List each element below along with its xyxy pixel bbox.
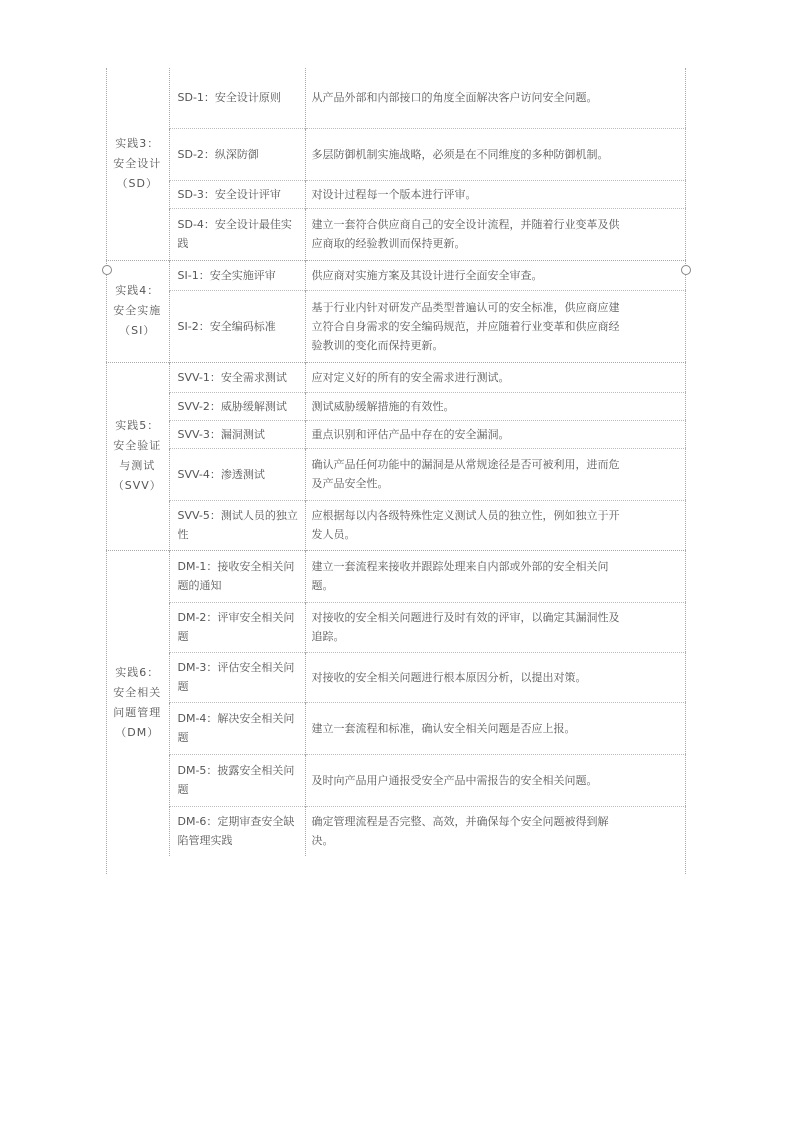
table-row (106, 806, 686, 856)
item-desc: 供应商对实施方案及其设计进行全面安全审查。 (305, 260, 686, 290)
item-id: SI-1：安全实施评审 (169, 260, 305, 290)
table-row (106, 602, 686, 652)
item-id: SD-3：安全设计评审 (169, 180, 305, 208)
practice-label: 实践6：安全相关问题管理（DM） (106, 550, 169, 856)
item-id: DM-1：接收安全相关问题的通知 (169, 550, 305, 602)
table-row (106, 208, 686, 260)
table-row (106, 68, 686, 128)
item-id: SI-2：安全编码标准 (169, 290, 305, 362)
item-desc: 确定管理流程是否完整、高效，并确保每个安全问题被得到解决。 (305, 806, 686, 856)
item-desc: 建立一套流程来接收并跟踪处理来自内部或外部的安全相关问题。 (305, 550, 686, 602)
item-desc: 确认产品任何功能中的漏洞是从常规途径是否可被利用，进而危及产品安全性。 (305, 448, 686, 500)
item-desc: 从产品外部和内部接口的角度全面解决客户访问安全问题。 (305, 68, 686, 128)
table-row (106, 260, 686, 290)
table-row (106, 128, 686, 180)
table-row (106, 500, 686, 550)
table-row (106, 754, 686, 806)
table-row (106, 702, 686, 754)
item-id: SVV-1：安全需求测试 (169, 362, 305, 392)
table-row (106, 448, 686, 500)
table-resize-handle-right[interactable] (681, 265, 691, 275)
item-id: SVV-5：测试人员的独立性 (169, 500, 305, 550)
table-row (106, 290, 686, 362)
table-right-border (685, 68, 686, 874)
item-id: DM-3：评估安全相关问题 (169, 652, 305, 702)
item-id: DM-2：评审安全相关问题 (169, 602, 305, 652)
item-desc: 多层防御机制实施战略，必须是在不同维度的多种防御机制。 (305, 128, 686, 180)
table-row (106, 652, 686, 702)
item-desc: 对接收的安全相关问题进行及时有效的评审，以确定其漏洞性及追踪。 (305, 602, 686, 652)
item-id: SVV-4：渗透测试 (169, 448, 305, 500)
item-id: SD-2：纵深防御 (169, 128, 305, 180)
table-row (106, 550, 686, 602)
practice-label: 实践5：安全验证与测试（SVV） (106, 362, 169, 550)
item-id: SVV-2：威胁缓解测试 (169, 392, 305, 420)
table-row (106, 420, 686, 448)
item-id: DM-4：解决安全相关问题 (169, 702, 305, 754)
item-id: SD-4：安全设计最佳实践 (169, 208, 305, 260)
table-left-border (106, 68, 107, 874)
item-desc: 应对定义好的所有的安全需求进行测试。 (305, 362, 686, 392)
item-id: DM-5：披露安全相关问题 (169, 754, 305, 806)
table-row (106, 392, 686, 420)
item-desc: 对接收的安全相关问题进行根本原因分析，以提出对策。 (305, 652, 686, 702)
practice-label: 实践4：安全实施（SI） (106, 260, 169, 362)
item-desc: 基于行业内针对研发产品类型普遍认可的安全标准，供应商应建立符合自身需求的安全编码规范，并应随着行业变革和供应商经验教训的变化而保持更新。 (305, 290, 686, 362)
item-desc: 建立一套流程和标准，确认安全相关问题是否应上报。 (305, 702, 686, 754)
item-id: SD-1：安全设计原则 (169, 68, 305, 128)
security-practice-table (106, 68, 686, 856)
item-desc: 测试威胁缓解措施的有效性。 (305, 392, 686, 420)
table-resize-handle-left[interactable] (102, 265, 112, 275)
item-desc: 对设计过程每一个版本进行评审。 (305, 180, 686, 208)
table-row (106, 362, 686, 392)
item-id: SVV-3：漏洞测试 (169, 420, 305, 448)
document-page (106, 68, 686, 874)
item-desc: 应根据每以内各级特殊性定义测试人员的独立性，例如独立于开发人员。 (305, 500, 686, 550)
item-desc: 重点识别和评估产品中存在的安全漏洞。 (305, 420, 686, 448)
table-row (106, 180, 686, 208)
item-id: DM-6：定期审查安全缺陷管理实践 (169, 806, 305, 856)
practice-label: 实践3：安全设计（SD） (113, 136, 162, 190)
item-desc: 建立一套符合供应商自己的安全设计流程，并随着行业变革及供应商取的经验教训而保持更新。 (305, 208, 686, 260)
item-desc: 及时向产品用户通报受安全产品中需报告的安全相关问题。 (305, 754, 686, 806)
